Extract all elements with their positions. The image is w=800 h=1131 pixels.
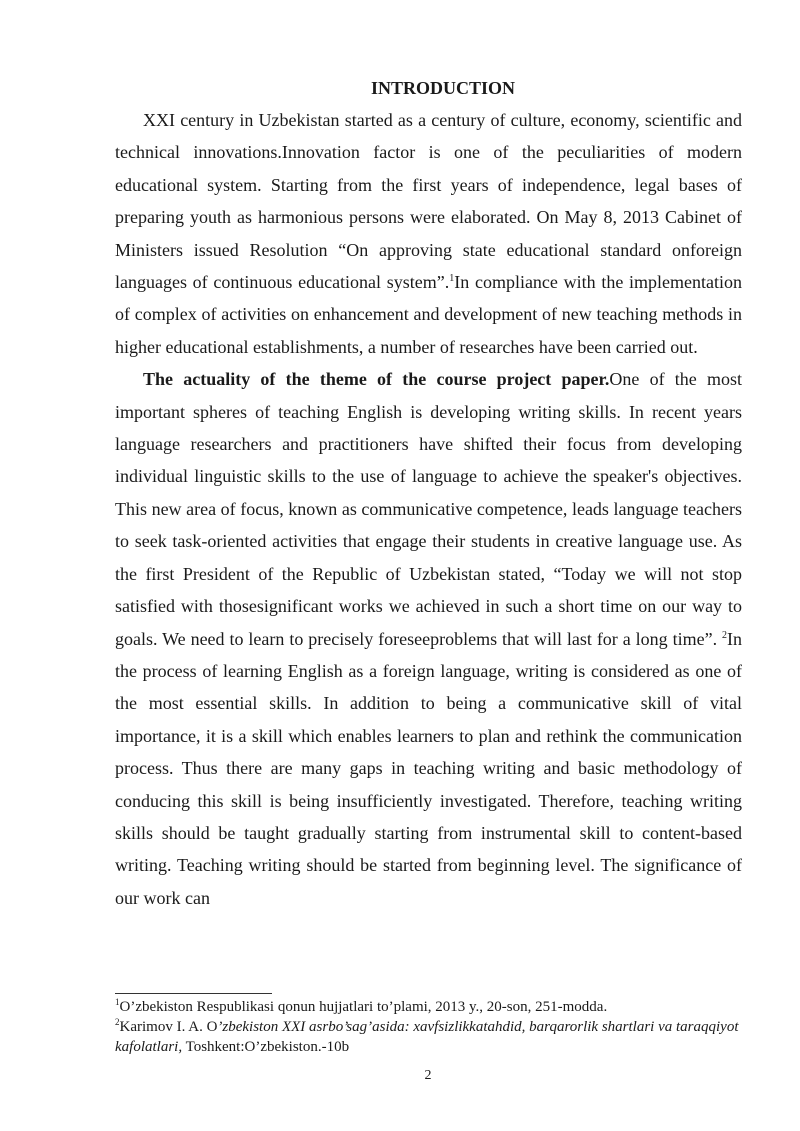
footnote-text: O’zbekiston Respublikasi qonun hujjatlari to’plami, 2013 y., 20-son, 251-modda.: [119, 999, 608, 1015]
page-number: 2: [424, 1068, 432, 1083]
paragraph-intro: [115, 104, 742, 363]
paragraph-actuality: [115, 363, 742, 914]
page-title: INTRODUCTION: [370, 78, 516, 98]
footnote-ref[interactable]: 2: [722, 629, 727, 641]
footnote: [115, 1017, 742, 1057]
footnote-mark: 2: [115, 1017, 120, 1027]
paragraph-lead: The actuality of the theme of the course project paper.: [143, 369, 610, 390]
footnote-title: ’zbekiston XXI asrbo’sag’asida: xavfsizlikkatahdid, barqarorlik shartlari va taraqqiyot kafolatlari,: [115, 1019, 739, 1055]
footnote: [115, 997, 742, 1017]
footnote-separator: [115, 993, 272, 994]
paragraph-text: One of the most important spheres of teaching English is developing writing skills. In recent years language researchers and practitioners have shifted their focus from developing individual linguistic skills to the use of language to achieve the speaker's objectives. This new area of focus, known as communicative competence, leads language teachers to seek task-oriented activities that engage their students in creative language use. As the first President of the Republic of Uzbekistan stated, “Today we will not stop satisfied with thosesignificant works we achieved in such a short time on our way to goals. We need to learn to precisely foreseeproblems that will last for a long time”.: [115, 369, 742, 649]
footnotes: [115, 997, 742, 1057]
body-text: [115, 104, 742, 914]
paragraph-text: In compliance with the implementation of complex of activities on enhancement and development of new teaching methods in higher educational establishments, a number of researches have been carried out.: [115, 272, 742, 357]
paragraph-text: XXI century in Uzbekistan started as a century of culture, economy, scientific and technical innovations.Innovation factor is one of the peculiarities of modern educational system. Starting from the first years of independence, legal bases of preparing youth as harmonious persons were elaborated. On May 8, 2013 Cabinet of Ministers issued Resolution “On approving state educational standard onforeign languages of continuous educational system”.: [115, 110, 742, 293]
footnote-mark: 1: [115, 997, 120, 1007]
paragraph-text: In the process of learning English as a foreign language, writing is considered as one of the most essential skills. In addition to being a communicative skill of vital importance, it is a skill which enables learners to plan and rethink the communication process. Thus there are many gaps in teaching writing and basic methodology of conducing this skill is being insufficiently investigated. Therefore, teaching writing skills should be taught gradually starting from instrumental skill to content-based writing. Teaching writing should be started from beginning level. The significance of our work can: [115, 628, 742, 908]
footnote-ref[interactable]: 1: [449, 273, 455, 285]
footnote-source: Toshkent:O’zbekiston.-10b: [182, 1039, 350, 1055]
footnote-author: Karimov I. A. O: [119, 1019, 218, 1035]
